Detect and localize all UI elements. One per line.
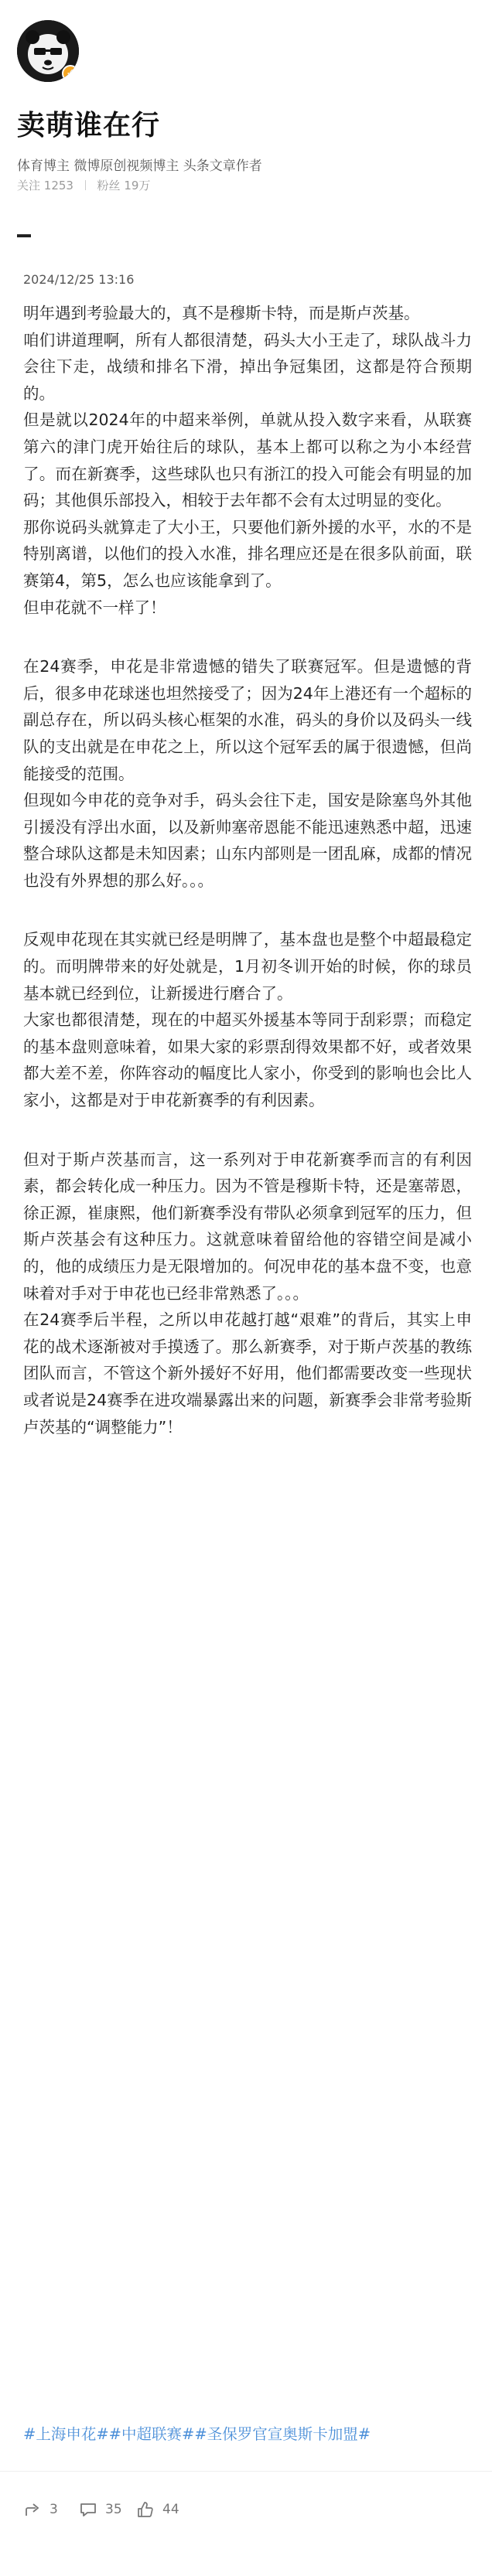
author-bio: 体育博主 微博原创视频博主 头条文章作者	[17, 158, 262, 174]
verified-badge-icon: ✓	[62, 65, 79, 82]
share-icon	[23, 2500, 42, 2519]
paragraph: 但申花就不一样了！	[23, 598, 166, 617]
author-stats	[17, 177, 150, 193]
action-bar	[0, 2494, 492, 2525]
paragraph: 反观申花现在其实就已经是明牌了，基本盘也是整个中超最稳定的。而明牌带来的好处就是，1月初冬训开始的时候，你的球员基本就已经到位，让新援进行磨合了。	[23, 930, 472, 1003]
like-icon	[136, 2500, 155, 2519]
share-count: 3	[50, 2502, 58, 2517]
paragraph: 但对于斯卢茨基而言，这一系列对于申花新赛季而言的有利因素，都会转化成一种压力。因为不管是穆斯卡特，还是塞蒂恩，徐正源，崔康熙，他们新赛季没有带队必须拿到冠军的压力，但斯卢茨基会有这种压力。这就意味着留给他的容错空间是减小的，他的成绩压力是无限增加的。何况申花的基本盘不变，也意味着对手对于申花也已经非常熟悉了。。。	[23, 1150, 472, 1303]
topic-tags[interactable]: #上海申花##中超联赛##圣保罗官宣奥斯卡加盟#	[23, 2425, 371, 2443]
fans-label: 粉丝	[97, 179, 121, 193]
profile-header	[17, 20, 481, 193]
share-button[interactable]	[23, 2494, 58, 2525]
paragraph: 在24赛季，申花是非常遗憾的错失了联赛冠军。但是遗憾的背后，很多申花球迷也坦然接受了；因为24年上港还有一个超标的副总存在，所以码头核心框架的水准，码头的身价以及码头一线队的支出就是在申花之上，所以这个冠军丢的属于很遗憾，但尚能接受的范围。	[23, 657, 472, 783]
paragraph: 大家也都很清楚，现在的中超买外援基本等同于刮彩票；而稳定的基本盘则意味着，如果大家的彩票刮得效果都不好，或者效果都大差不差，你阵容动的幅度比人家小，你受到的影响也会比人家小，这都是对于申花新赛季的有利因素。	[23, 1010, 472, 1110]
paragraph: 但是就以2024年的中超来举例，单就从投入数字来看，从联赛第六的津门虎开始往后的球队，基本上都可以称之为小本经营了。而在新赛季，这些球队也只有浙江的投入可能会有明显的加码；其他俱乐部投入，相较于去年都不会有太过明显的变化。	[23, 411, 472, 510]
comment-button[interactable]	[79, 2494, 122, 2525]
comment-count: 35	[105, 2502, 122, 2517]
stats-divider	[85, 180, 86, 190]
like-button[interactable]	[136, 2494, 179, 2525]
fans-count[interactable]: 19万	[124, 179, 151, 193]
paragraph: 咱们讲道理啊，所有人都很清楚，码头大小王走了，球队战斗力会往下走，战绩和排名下滑，掉出争冠集团，这都是符合预期的。	[23, 330, 472, 403]
like-count: 44	[162, 2502, 179, 2517]
paragraph: 在24赛季后半程，之所以申花越打越“艰难”的背后，其实上申花的战术逐渐被对手摸透了。那么新赛季，对于斯卢茨基的教练团队而言，不管这个新外援好不好用，他们都需要改变一些现状或者说是24赛季在进攻端暴露出来的问题，新赛季会非常考验斯卢茨基的“调整能力”！	[23, 1310, 472, 1436]
comment-icon	[79, 2500, 97, 2519]
paragraph: 明年遇到考验最大的，真不是穆斯卡特，而是斯卢茨基。	[23, 304, 420, 322]
paragraph: 那你说码头就算走了大小王，只要他们新外援的水平，水的不是特别离谱，以他们的投入水准，排名理应还是在很多队前面，联赛第4，第5，怎么也应该能拿到了。	[23, 517, 472, 590]
paragraph: 但现如今申花的竞争对手，码头会往下走，国安是除塞鸟外其他引援没有浮出水面，以及新帅塞帝恩能不能迅速熟悉中超，迅速整合球队这都是未知因素；山东内部则是一团乱麻，成都的情况也没有外界想的那么好。。。	[23, 791, 472, 890]
paragraph-gap	[23, 894, 472, 926]
avatar[interactable]	[17, 20, 79, 82]
post-date: 2024/12/25 13:16	[23, 272, 135, 287]
follow-count[interactable]: 1253	[43, 179, 73, 193]
author-name[interactable]: 卖萌谁在行	[17, 110, 161, 141]
paragraph-gap	[23, 621, 472, 653]
paragraph-gap	[23, 1114, 472, 1147]
footer-divider	[0, 2471, 492, 2472]
follow-label: 关注	[17, 179, 41, 193]
section-divider	[17, 234, 31, 237]
post-body	[23, 300, 472, 1440]
